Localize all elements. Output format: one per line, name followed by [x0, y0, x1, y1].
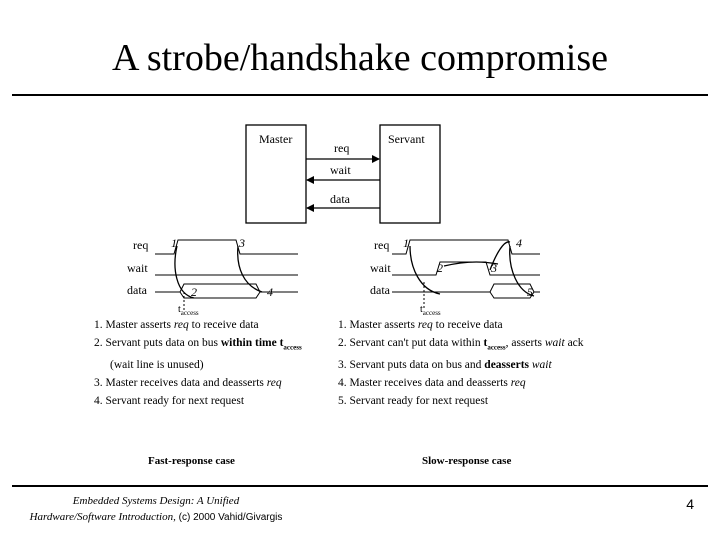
wait-label: wait [330, 163, 351, 177]
slow-step-4: 4 [516, 236, 522, 250]
fast-desc-line-1: 1. Master asserts req to receive data [94, 319, 259, 331]
slow-step-3: 3 [491, 261, 497, 275]
footer-line-2: Hardware/Software Introduction, (c) 2000 Vahid/Givargis [29, 511, 283, 523]
fast-wait-signal: wait [127, 261, 148, 275]
slow-timing-diagram [392, 240, 540, 310]
fast-step-4: 4 [267, 285, 273, 299]
fast-description [94, 316, 302, 410]
slow-desc-line-3: 3. Servant puts data on bus and deasserts wait [338, 359, 552, 372]
slow-description [338, 316, 584, 410]
bottom-divider [12, 485, 708, 487]
fast-step-2: 2 [191, 285, 197, 299]
slow-wait-signal: wait [370, 261, 391, 275]
slow-desc-line-4: 4. Master receives data and deasserts req [338, 377, 526, 390]
servant-label: Servant [388, 132, 425, 146]
slow-step-2: 2 [437, 261, 443, 275]
master-label: Master [259, 132, 293, 146]
slow-step-5: 5 [527, 285, 533, 299]
fast-desc-line-4: 3. Master receives data and deasserts req [94, 377, 282, 390]
data-label: data [330, 192, 350, 206]
fast-case-caption: Fast-response case [148, 455, 235, 467]
fast-step-3: 3 [239, 236, 245, 250]
slide-title: A strobe/handshake compromise [111, 37, 608, 79]
fast-desc-line-2: 2. Servant puts data on bus within time $t_{access}$ [94, 337, 302, 352]
fast-t-access-label: $t_{access}$ [178, 304, 199, 317]
footer-line-1: Embedded Systems Design: A Unified [72, 495, 240, 507]
slow-case-caption: Slow-response case [422, 455, 512, 467]
slow-data-signal: data [370, 283, 390, 297]
fast-timing-diagram [155, 240, 298, 310]
fast-desc-line-5: 4. Servant ready for next request [94, 395, 245, 408]
req-label: req [334, 141, 350, 155]
fast-data-signal: data [127, 283, 147, 297]
page-number: 4 [686, 496, 694, 512]
slow-desc-line-5: 5. Servant ready for next request [338, 395, 489, 408]
fast-step-1: 1 [171, 236, 177, 250]
slow-step-1: 1 [403, 236, 409, 250]
footer-citation [20, 493, 292, 526]
slow-t-access-label: $t_{access}$ [420, 304, 441, 317]
slow-req-signal: req [374, 238, 390, 252]
fast-desc-line-3: (wait line is unused) [110, 359, 204, 372]
fast-req-signal: req [133, 238, 149, 252]
slow-desc-line-2: 2. Servant can't put data within $t_{access}$, asserts wait ack [338, 337, 584, 352]
slow-desc-line-1: 1. Master asserts req to receive data [338, 319, 503, 331]
